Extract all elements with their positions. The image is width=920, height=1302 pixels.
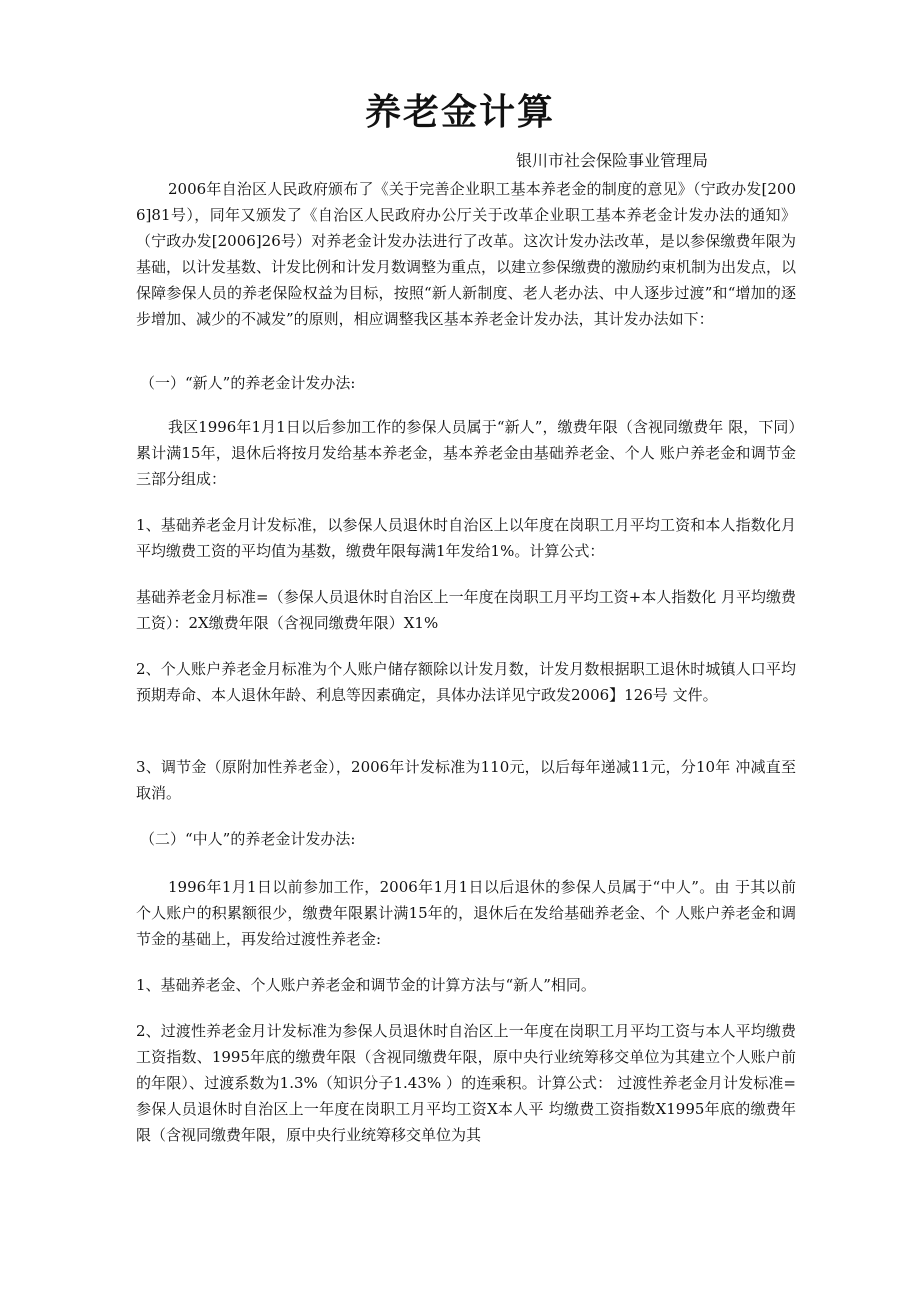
- section-1-item-1: 1、基础养老金月计发标准，以参保人员退休时自治区上以年度在岗职工月平均工资和本人指数化月平均缴费工资的平均值为基数，缴费年限每满1年发给1%。计算公式：: [136, 516, 796, 560]
- issuing-organization: 银川市社会保险事业管理局: [516, 151, 709, 170]
- section-1-heading: （一）“新人”的养老金计发办法:: [140, 374, 356, 392]
- section-2-item-2: 2、过渡性养老金月计发标准为参保人员退休时自治区上一年度在岗职工月平均工资与本人平均缴费工资指数、1995年底的缴费年限（含视同缴费年限，原中央行业统筹移交单位为其建立个人账户前的年限）、过渡系数为1.3%（知识分子1.43% ）的连乘积。计算公式： 过渡性养老金月计发标准=参保人员退休时自治区上一年度在岗职工月平均工资X本人平 均缴费工资指数X1995年底的缴费年限（含视同缴费年限，原中央行业统筹移交单位为其: [136, 1022, 796, 1144]
- section-1-item-2: 2、个人账户养老金月标准为个人账户储存额除以计发月数，计发月数根据职工退休时城镇人口平均预期寿命、本人退休年龄、利息等因素确定，具体办法详见宁政发2006】126号 文件。: [136, 660, 796, 704]
- page-title: 养老金计算: [364, 91, 555, 133]
- section-2-intro: 1996年1月1日以前参加工作，2006年1月1日以后退休的参保人员属于“中人”。由 于其以前个人账户的积累额很少，缴费年限累计满15年的，退休后在发给基础养老金、个 人账户养老金和调节金的基础上，再发给过渡性养老金:: [136, 878, 796, 948]
- section-1-item-3: 3、调节金（原附加性养老金），2006年计发标准为110元，以后每年递减11元，分10年 冲减直至取消。: [136, 758, 796, 802]
- section-1-formula: 基础养老金月标准=（参保人员退休时自治区上一年度在岗职工月平均工资+本人指数化 月平均缴费工资）：2X缴费年限（含视同缴费年限）X1%: [136, 588, 796, 632]
- section-2-heading: （二）“中人”的养老金计发办法:: [140, 830, 356, 848]
- section-2-item-1: 1、基础养老金、个人账户养老金和调节金的计算方法与“新人”相同。: [136, 976, 596, 994]
- section-1-intro: 我区1996年1月1日以后参加工作的参保人员属于“新人”，缴费年限（含视同缴费年 限，下同）累计满15年，退休后将按月发给基本养老金，基本养老金由基础养老金、个人 账户养老金和调节金三部分组成：: [136, 418, 796, 488]
- intro-paragraph: 2006年自治区人民政府颁布了《关于完善企业职工基本养老金的制度的意见》（宁政办发[2006]81号），同年又颁发了《自治区人民政府办公厅关于改革企业职工基本养老金计发办法的通知》（宁政办发[2006]26号）对养老金计发办法进行了改革。这次计发办法改革，是以参保缴费年限为基础，以计发基数、计发比例和计发月数调整为重点，以建立参保缴费的激励约束机制为出发点，以保障参保人员的养老保险权益为目标，按照“新人新制度、老人老办法、中人逐步过渡”和“增加的逐步增加、减少的不减发”的原则，相应调整我区基本养老金计发办法，其计发办法如下：: [136, 180, 797, 328]
